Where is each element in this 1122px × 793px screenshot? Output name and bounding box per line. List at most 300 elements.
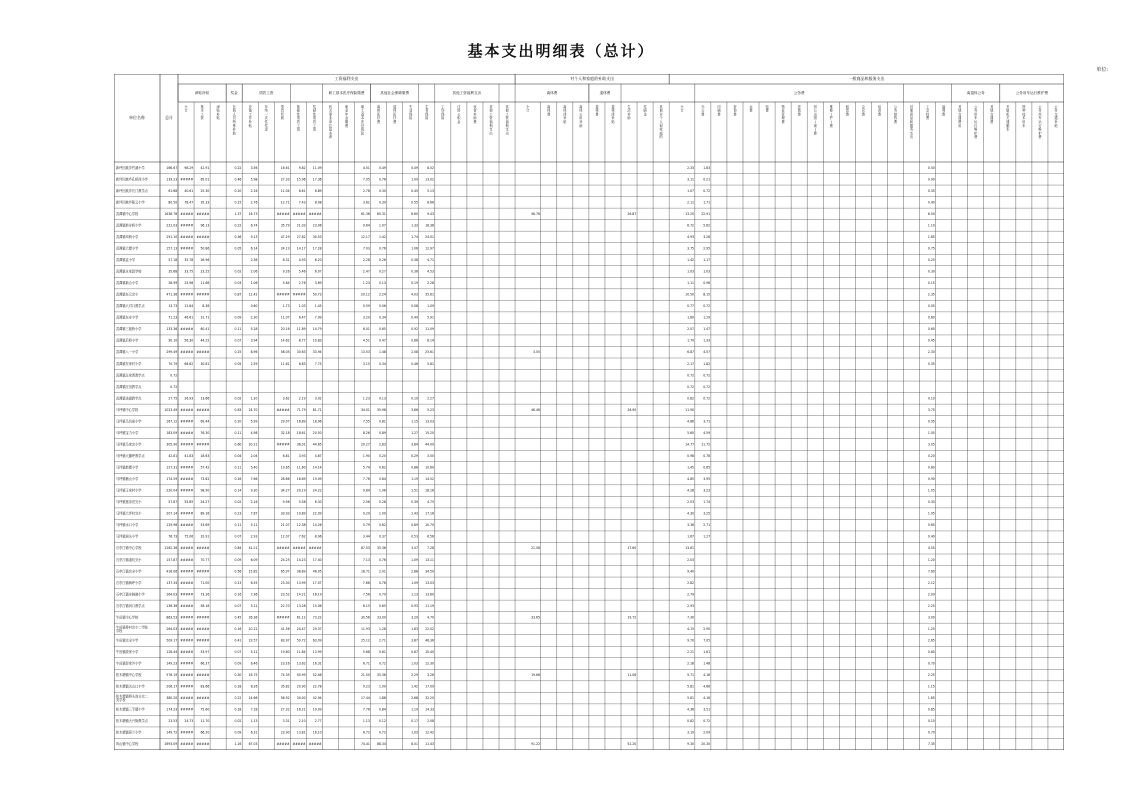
row-value: 0.22 [234,223,242,228]
row-value: 44.22 [200,338,210,343]
row-value: 1.19 [411,707,418,712]
row-unit-name: 武潭镇三板桥小学 [116,327,142,332]
row-value: 3.94 [250,338,258,343]
row-value: 2.04 [250,454,258,458]
header-col: 培训费 [877,104,882,117]
row-value: ##### [196,673,210,678]
row-unit-name: 武潭镇中心学校 [116,211,139,216]
row-value: 0.87 [234,292,242,297]
row-value: 8.26 [250,684,258,689]
row-value: 1.25 [927,626,935,631]
header-col: 退休医疗费 [393,104,397,124]
row-value: 13.66 [200,396,210,401]
header-col: 办公费 [701,104,705,117]
row-value: 7.03 [362,246,370,251]
row-unit-name: 马坪镇楠山小学 [116,477,139,482]
row-value: 0.36 [411,269,418,274]
row-value: 0.89 [411,523,418,528]
row-value: 5.46 [298,269,306,274]
row-value: 5.98 [250,177,258,182]
row-value: 3.19 [687,730,695,735]
row-value: 4.51 [362,338,370,343]
row-unit-name: 松木塘镇三节塘小学 [116,707,145,712]
row-value: 8.08 [314,200,322,205]
row-value: 299.49 [166,350,178,355]
row-value: 1.00 [378,511,386,516]
row-value: 3.05 [927,442,935,447]
row-value: ##### [180,477,194,482]
row-value: 90.10 [168,338,178,343]
row-value: 1.16 [234,742,242,747]
row-value: ##### [292,546,306,551]
row-value: 5.60 [687,430,695,435]
row-value: 1.13 [411,592,418,597]
row-value: 0.87 [411,650,418,654]
row-value: 4.28 [687,488,695,493]
row-value: 0.47 [378,338,386,343]
row-value: 7.30 [687,615,695,620]
row-value: 7.18 [250,707,258,712]
row-value: 11.60 [296,465,306,470]
row-value: 6.56 [427,534,435,539]
header-col: 退休费 [595,104,599,117]
row-value: 1638.76 [164,211,178,216]
row-value: 32.91 [200,534,210,539]
row-value: 2.09 [703,730,711,735]
row-value: 70.77 [200,557,210,562]
row-value: ##### [276,442,290,447]
row-value: 0.95 [927,419,935,424]
header-col: 小计 [526,104,530,113]
row-value: 20.21 [248,442,258,447]
row-value: 6.81 [282,454,290,458]
row-value: 1.73 [282,304,290,309]
row-value: 0.70 [927,730,935,735]
row-value: 0.20 [234,419,242,424]
row-value: 33.93 [280,511,290,516]
row-value: ##### [196,638,210,643]
header-sub: 公务用车运行维护费 [1015,91,1049,95]
row-value: 11.06 [627,673,637,678]
row-value: 46.05 [312,569,322,574]
row-value: 0.77 [687,304,695,309]
row-value: 0.65 [378,327,386,332]
row-value: 22.78 [312,684,322,689]
row-value: ##### [276,615,290,620]
row-value: 58.16 [200,603,210,608]
row-value: 46.46 [531,407,540,412]
row-value: 4.93 [687,234,695,239]
row-value: ##### [180,696,194,701]
row-value: 3.00 [927,615,935,620]
row-value: 0.09 [234,661,242,666]
row-value: 1.82 [703,361,711,366]
header-col: 离休公用补助 [579,104,583,128]
row-value: 2.06 [250,269,258,274]
row-value: 0.02 [234,269,242,274]
header-col: 失业保险 [409,104,413,121]
row-value: 4.59 [703,430,711,435]
header-col: 工伤保险 [441,104,445,121]
row-value: 2.35 [927,292,935,297]
row-value: 66.20 [200,730,210,735]
row-value: 30.63 [296,350,306,355]
row-value: 1.19 [411,477,418,482]
row-value: 9.30 [250,488,258,493]
row-value: 3.66 [411,407,418,412]
row-value: 73.62 [200,477,210,482]
row-value: 13.60 [425,592,435,597]
row-value: 0.85 [703,465,711,470]
row-unit-name: 马坪镇大坪村完小 [116,511,142,516]
row-value: ##### [180,661,194,666]
header-col: 绩效奖励 [280,104,284,121]
row-value: 12.07 [280,534,290,539]
row-value: 41.21 [248,546,258,551]
row-value: 33.94 [312,350,322,355]
row-value: ##### [180,442,194,447]
row-value: 61.12 [296,615,306,620]
row-value: ##### [180,350,194,355]
header-sub: 退休费 [599,91,611,95]
row-value: 0.72 [378,730,386,735]
row-value: 3.26 [427,673,435,678]
row-unit-name: 马坪镇中心学校 [116,407,139,412]
row-value: 35.98 [377,407,386,412]
header-col: 其他工资福利支出 [489,104,493,136]
row-value: 22.09 [312,511,322,516]
row-value: 5.91 [427,315,435,320]
row-value: ##### [180,465,194,470]
row-value: 4.67 [314,454,322,458]
row-value: 1.42 [687,258,695,262]
row-value: 29.07 [280,419,290,424]
row-value: 291.10 [166,234,178,239]
row-value: 1.11 [687,281,695,286]
row-value: 23.25 [200,269,210,274]
row-value: 2.27 [427,396,435,401]
row-value: 863.53 [166,615,178,620]
row-unit-name: 武潭镇后桥小学 [116,338,139,343]
row-value: 19.66 [531,673,540,678]
header-col: 租赁费 [845,104,849,117]
header-col: 基础性绩效工资 [296,104,300,132]
row-value: 2.16 [250,500,258,505]
row-value: 2.21 [687,650,695,654]
row-value: 3.25 [703,511,711,516]
row-value: 1.45 [687,465,695,470]
row-value: 5.11 [250,523,258,528]
row-value: 3.69 [314,281,322,286]
row-value: ##### [180,211,194,216]
row-value: 1.23 [362,396,370,401]
row-value: 2.93 [250,534,258,539]
row-value: 0.89 [378,430,386,435]
row-unit-name: 松木塘镇关山口小学 [116,684,145,689]
row-value: 0.10 [927,719,935,724]
row-value: 0.60 [927,650,935,654]
row-value: 0.19 [411,396,418,401]
row-value: 19.09 [312,707,322,712]
row-value: 14.77 [685,442,695,447]
row-value: 61.68 [168,188,178,193]
row-value: 76.73 [168,534,178,539]
row-value: 0.07 [234,534,242,539]
row-value: 3.75 [687,246,695,251]
row-value: 9.84 [362,488,370,493]
row-value: 81.71 [312,407,322,412]
unit-label: 单位: [1096,67,1108,73]
row-value: ##### [180,546,194,551]
row-value: 1.05 [927,511,935,516]
row-value: 0.53 [411,534,418,539]
row-value: 2.11 [687,200,695,205]
row-value: 0.34 [378,361,386,366]
row-value: 1.09 [411,177,418,182]
row-value: 57.87 [168,500,178,505]
row-value: 23.57 [248,638,258,643]
row-value: 0.05 [234,361,242,366]
row-value: 35.36 [377,546,386,551]
header-sub: 离休费 [546,91,558,95]
header-col: 公务交通补贴 [1054,104,1058,128]
row-value: 5.99 [250,419,258,424]
row-value: 20.12 [360,292,370,297]
row-value: 27.33 [280,177,290,182]
row-value: 0.13 [378,281,386,286]
header-col: 公务接待费 [893,104,898,124]
row-value: 74.41 [360,742,370,747]
row-value: 0.84 [234,546,242,551]
row-value: 0.65 [927,523,935,528]
row-value: 13.99 [312,650,322,654]
row-value: 14.26 [312,523,322,528]
row-value: 21.03 [296,223,306,228]
row-value: 12.71 [280,200,290,205]
row-unit-name: 武潭镇八一小学 [116,350,139,355]
row-value: 1.13 [362,719,370,724]
row-value: 2.83 [378,442,386,447]
row-unit-name: 牛田镇中心学校 [116,615,139,620]
row-value: 19.89 [296,511,306,516]
row-value: 65.01 [200,177,210,182]
row-value: 6.47 [298,315,306,320]
row-value: 0.11 [234,327,242,332]
row-value: 1.74 [703,500,711,505]
row-value: 10.70 [425,523,435,528]
row-value: 1.03 [411,661,418,666]
row-value: 9.23 [362,684,370,689]
row-value: 0.49 [411,315,418,320]
row-value: 0.90 [927,477,935,482]
row-value: 17.07 [312,580,322,585]
row-value: 6.30 [314,500,322,505]
row-value: 0.22 [234,696,242,701]
row-unit-name: 马坪镇王家村小学 [116,488,142,493]
row-value: 19.65 [280,465,290,470]
row-value: 157.13 [166,246,178,251]
row-value: 0.20 [378,454,386,458]
row-value: 0.09 [411,165,418,170]
row-value: ##### [180,742,194,747]
row-value: 0.78 [703,454,711,458]
row-value: 1.71 [703,200,711,205]
row-value: 380.20 [166,696,178,701]
row-value: 1023.49 [164,407,178,412]
row-value: 1.06 [411,246,418,251]
row-value: 8.52 [427,165,435,170]
row-value: 23.53 [168,719,178,724]
row-unit-name: 武潭镇汪家黄教学点 [116,373,145,378]
row-unit-name: 马坪镇水口小学 [116,523,139,528]
header-col: 公务用车运行维护费 [1038,104,1042,140]
row-value: 11.07 [280,315,290,320]
row-value: 8.01 [411,742,418,747]
row-value: 0.45 [411,188,418,193]
row-value: 83.66 [200,684,210,689]
row-value: 44.65 [312,442,322,447]
row-value: 136.36 [166,603,178,608]
row-value: ##### [180,626,194,631]
row-value: 0.30 [378,188,386,193]
row-unit-name: 石亭江镇安晓晓小学 [116,592,145,597]
row-unit-name: 牛田镇段家小学 [116,650,139,654]
row-value: 2.71 [378,638,386,643]
row-value: 1.83 [411,626,418,631]
header-col: 咨询费 [733,104,737,117]
row-value: 11.09 [312,165,322,170]
row-value: ##### [276,211,290,216]
row-value: 20.16 [280,327,290,332]
header-sub: 绩效工资 [259,91,274,95]
row-value: 4.70 [427,615,435,620]
row-value: 2.56 [362,500,370,505]
row-value: 0.18 [234,707,242,712]
row-value: 0.20 [927,454,935,458]
row-value: ##### [180,592,194,597]
row-value: ##### [196,292,210,297]
row-value: 4.51 [362,165,370,170]
row-value: 174.59 [166,477,178,482]
header-col: 物业管理费 [781,104,785,124]
row-value: 8.36 [202,304,210,309]
row-value: 1.65 [927,696,935,701]
row-value: 16.75 [248,673,258,678]
header-col: 差旅费 [797,104,801,117]
row-value: 0.49 [378,165,386,170]
row-value: 15.20 [425,430,435,435]
row-value: 0.39 [378,200,386,205]
row-value: 5.58 [298,500,306,505]
row-value: ##### [180,407,194,412]
row-value: 2.09 [927,592,935,597]
row-value: 35.68 [168,269,178,274]
row-value: 15.96 [296,177,306,182]
row-value: 3.29 [411,615,418,620]
row-value: 9.26 [282,269,290,274]
row-value: 4.16 [703,696,711,701]
header-col: 公务用车运行维护费 [974,104,978,140]
row-value: ##### [276,546,290,551]
row-value: 28.66 [280,477,290,482]
row-value: 11.93 [360,626,370,631]
row-value: 10.50 [685,292,695,297]
row-value: 0.02 [234,719,242,724]
row-value: 2.24 [378,292,386,297]
row-value: 0.09 [234,557,242,562]
header-sub: 公务费 [793,91,805,95]
header-sub: 其他社会保障缴费 [380,91,410,95]
row-unit-name: 松木塘镇中心学校 [116,673,142,678]
row-value: 9.29 [362,511,370,516]
row-value: 7.99 [314,315,322,320]
row-value: 11.09 [425,327,435,332]
row-value: 0.40 [927,200,935,205]
header-sub: 奖金 [230,91,238,95]
header-col: 乡镇工作补贴 [248,104,252,128]
row-value: 16.21 [296,707,306,712]
row-value: 0.81 [378,419,386,424]
row-value: 18.16 [425,488,435,493]
header-col: 机关事业单位基本养 [328,104,333,140]
row-value: ##### [180,419,194,424]
row-value: 7.60 [927,569,935,574]
row-value: 2.47 [362,269,370,274]
row-value: 222.03 [166,223,178,228]
header-col: 工会经费 [925,104,930,121]
row-value: 42.94 [312,696,322,701]
row-value: 3.36 [687,523,695,528]
row-value: 16.31 [312,661,322,666]
row-value: 27.32 [280,707,290,712]
row-value: 0.41 [234,638,242,643]
row-value: 1.48 [378,350,386,355]
row-value: ##### [196,569,210,574]
row-value: 0.72 [703,396,711,401]
header-col: 水费 [749,104,753,113]
row-value: 34.27 [280,488,290,493]
row-value: 6.09 [250,557,258,562]
row-value: 2.12 [927,580,935,585]
row-value: 60.41 [200,327,210,332]
row-value: 1.74 [411,234,418,239]
row-value: 0.55 [411,200,418,205]
row-value: 60.31 [377,211,386,216]
row-value: 1.09 [411,580,418,585]
row-value: 17.40 [312,557,322,562]
row-value: 45.99 [296,673,306,678]
row-value: 11.04 [280,188,290,193]
row-value: 24.73 [184,719,194,724]
row-value: ##### [180,177,194,182]
row-value: ##### [196,211,210,216]
row-value: 7.35 [927,742,935,747]
header-col: 在职人员特殊补助 [232,104,236,136]
row-value: 17.28 [312,246,322,251]
row-value: ##### [180,603,194,608]
header-group-family: 对个人和家庭的补助支出 [570,76,615,81]
row-value: 74.35 [280,673,290,678]
row-unit-name: 类学校 [116,698,126,703]
row-value: 17.44 [360,696,370,701]
row-value: ##### [308,546,322,551]
row-value: 26.96 [200,258,210,262]
row-value: 0.05 [234,246,242,251]
row-value: 23.16 [280,661,290,666]
row-value: 6.46 [250,661,258,666]
row-value: 207.14 [166,511,178,516]
row-value: 0.06 [378,304,386,309]
